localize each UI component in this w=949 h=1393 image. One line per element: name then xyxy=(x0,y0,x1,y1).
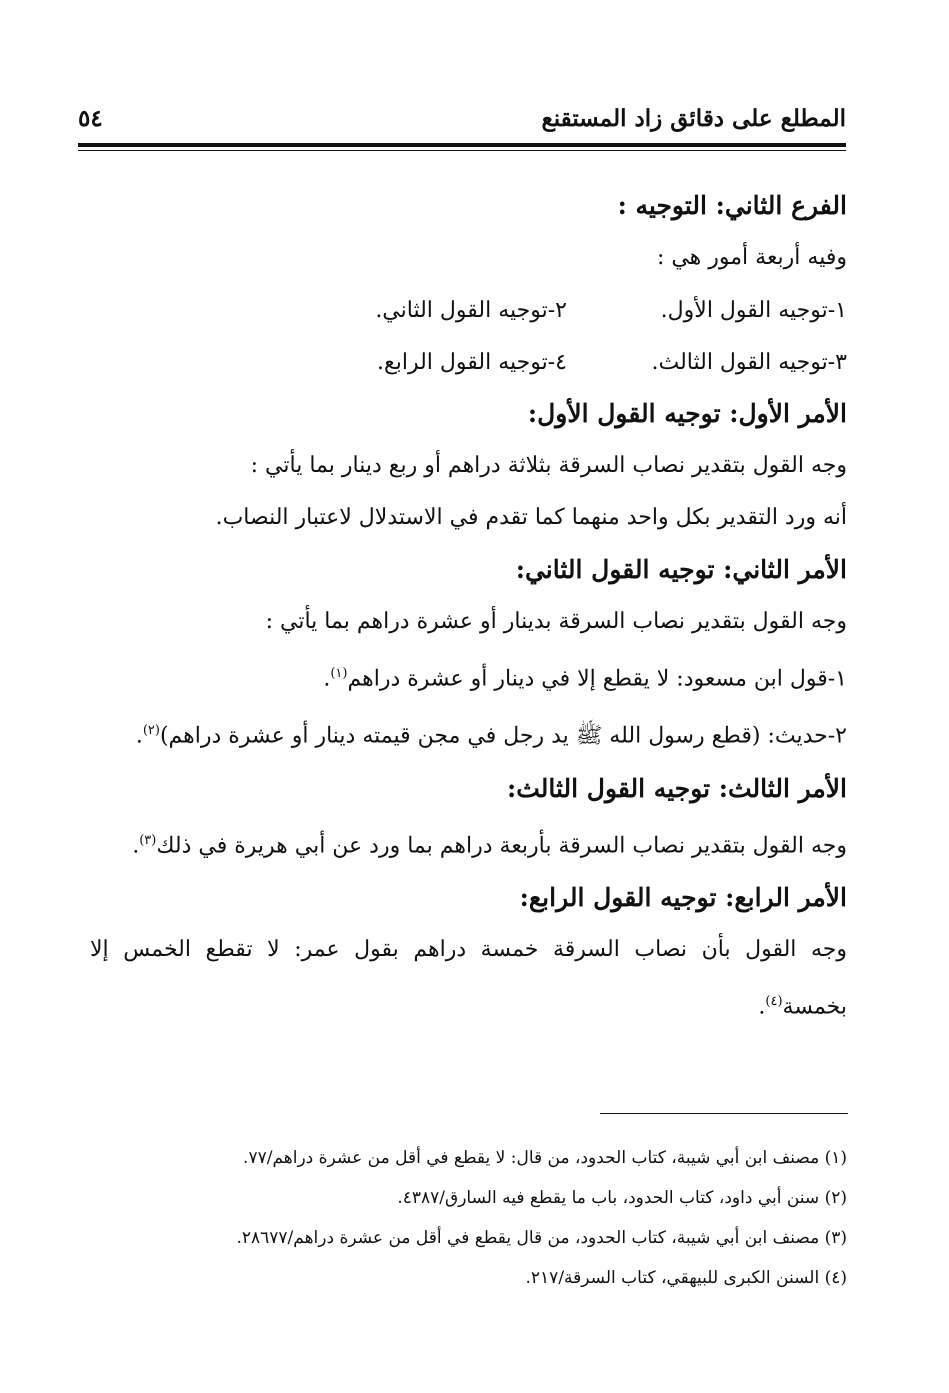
running-header xyxy=(78,105,846,145)
footnote: (٤) السنن الكبرى للبيهقي، كتاب السرقة/٢١٧. xyxy=(525,1268,847,1288)
paragraph: ٢-حديث: (قطع رسول الله ﷺ يد رجل في مجن قيمته دينار أو عشرة دراهم)$^{(٢)}$. xyxy=(135,723,847,749)
paragraph: وجه القول بتقدير نصاب السرقة بأربعة دراهم بما ورد عن أبي هريرة في ذلك$^{(٣)}$. xyxy=(132,832,847,858)
book-title: المطلع على دقائق زاد المستقنع xyxy=(541,105,846,132)
subheading: الأمر الثاني: توجيه القول الثاني: xyxy=(515,555,847,584)
header-rule-thin xyxy=(78,150,846,151)
paragraph-text: ٢-حديث: (قطع رسول الله ﷺ يد رجل في مجن قيمته دينار أو عشرة دراهم) xyxy=(159,723,847,749)
paragraph: ١-قول ابن مسعود: لا يقطع إلا في دينار أو عشرة دراهم$^{(١)}$. xyxy=(323,666,847,692)
footnote: (٢) سنن أبي داود، كتاب الحدود، باب ما يقطع فيه السارق/٤٣٨٧. xyxy=(397,1188,847,1208)
footnote-ref[interactable]: (٤) xyxy=(765,993,783,1009)
footnote-separator xyxy=(600,1113,848,1114)
header-rule-thick xyxy=(78,143,846,147)
list-row xyxy=(90,336,847,388)
paragraph: وجه القول بتقدير نصاب السرقة بدينار أو عشرة دراهم بما يأتي : xyxy=(265,609,847,634)
footnote: (٣) مصنف ابن أبي شيبة، كتاب الحدود، من قال يقطع في أقل من عشرة دراهم/٢٨٦٧٧. xyxy=(236,1228,847,1248)
paragraph-text: وجه القول بتقدير نصاب السرقة بأربعة دراهم بما ورد عن أبي هريرة في ذلك xyxy=(156,832,847,858)
paragraph-text: ١-قول ابن مسعود: لا يقطع إلا في دينار أو عشرة دراهم xyxy=(347,666,847,692)
list-item: ٢-توجيه القول الثاني. xyxy=(375,297,567,323)
footnote-ref[interactable]: (٣) xyxy=(139,832,157,848)
paragraph-text: وجه القول بأن نصاب السرقة خمسة دراهم بقول عمر: لا تقطع الخمس إلا بخمسة xyxy=(90,936,847,1020)
paragraph: وجه القول بتقدير نصاب السرقة بثلاثة دراهم أو ربع دينار بما يأتي : xyxy=(250,453,847,478)
subheading: الأمر الثالث: توجيه القول الثالث: xyxy=(506,773,847,803)
paragraph: أنه ورد التقدير بكل واحد منهما كما تقدم في الاستدلال لاعتبار النصاب. xyxy=(215,505,847,530)
list-item: ٤-توجيه القول الرابع. xyxy=(377,349,567,375)
footnote-ref[interactable]: (٢) xyxy=(142,723,160,739)
footnotes xyxy=(90,1138,847,1298)
list-row xyxy=(90,284,847,336)
list-item: ١-توجيه القول الأول. xyxy=(660,297,847,323)
paragraph: وجه القول بأن نصاب السرقة خمسة دراهم بقول عمر: لا تقطع الخمس إلا بخمسة$^{(٤)}$. xyxy=(90,936,847,1020)
subheading: الأمر الرابع: توجيه القول الرابع: xyxy=(519,882,847,912)
list-item: ٣-توجيه القول الثالث. xyxy=(651,349,847,375)
footnote: (١) مصنف ابن أبي شيبة، كتاب الحدود، من قال: لا يقطع في أقل من عشرة دراهم/٧٧. xyxy=(243,1148,847,1168)
intro-line: وفيه أربعة أمور هي : xyxy=(656,245,847,270)
page-number: ٥٤ xyxy=(78,105,103,132)
subheading: الأمر الأول: توجيه القول الأول: xyxy=(527,399,847,428)
section-title: الفرع الثاني: التوجيه : xyxy=(617,191,847,220)
main-text xyxy=(90,180,847,1033)
footnote-ref[interactable]: (١) xyxy=(330,666,348,681)
